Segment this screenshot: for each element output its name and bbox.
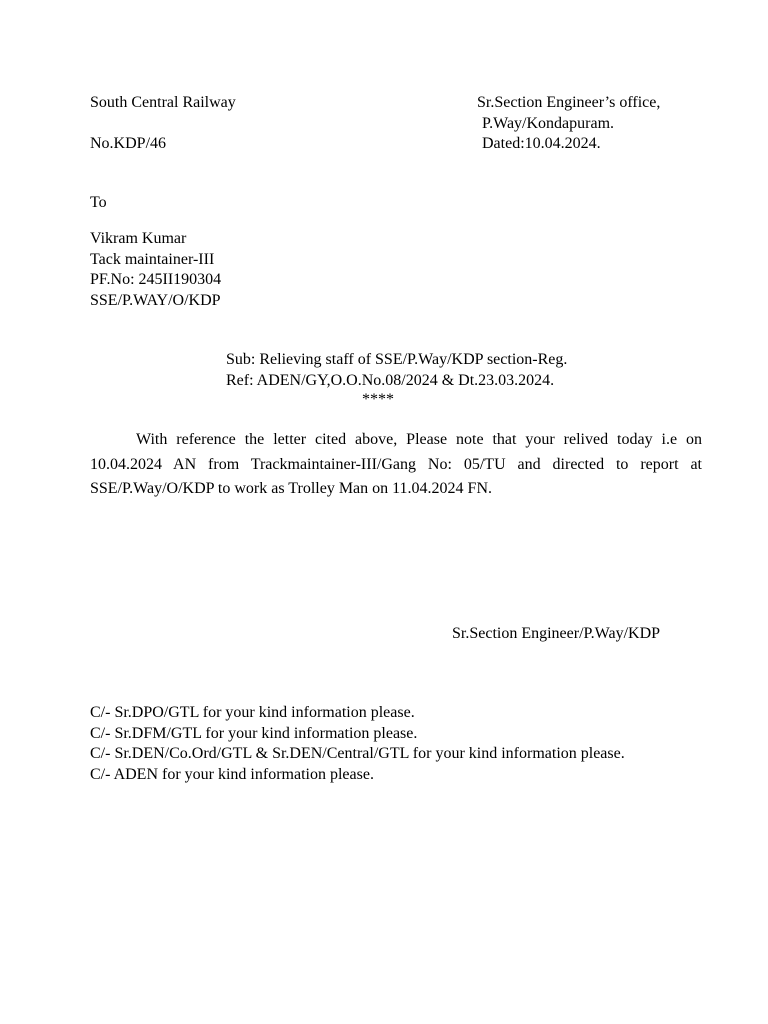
- separator-stars: ****: [362, 391, 394, 408]
- addressee-block: [90, 229, 221, 311]
- copy-to-item: C/- Sr.DFM/GTL for your kind information please.: [90, 724, 418, 742]
- reference-line: Ref: ADEN/GY,O.O.No.08/2024 & Dt.23.03.2024.: [226, 372, 555, 389]
- copy-to-list: [90, 703, 625, 785]
- signature-designation: Sr.Section Engineer/P.Way/KDP: [452, 625, 661, 642]
- body-paragraph: [90, 428, 702, 502]
- addressee-name: Vikram Kumar: [90, 230, 187, 247]
- subject-line: Sub: Relieving staff of SSE/P.Way/KDP section-Reg.: [226, 351, 568, 368]
- addressee-pf-number: PF.No: 245II190304: [90, 271, 222, 288]
- to-label: To: [90, 194, 107, 211]
- office-line-2: P.Way/Kondapuram.: [482, 115, 615, 132]
- copy-to-item: C/- Sr.DPO/GTL for your kind information please.: [90, 704, 415, 721]
- addressee-unit: SSE/P.WAY/O/KDP: [90, 291, 221, 309]
- copy-to-item: C/- Sr.DEN/Co.Ord/GTL & Sr.DEN/Central/GTL for your kind information please.: [90, 745, 625, 762]
- organization-name: South Central Railway: [90, 94, 236, 111]
- office-line-1: Sr.Section Engineer’s office,: [477, 94, 661, 111]
- copy-to-item: C/- ADEN for your kind information please.: [90, 765, 374, 783]
- body-text: With reference the letter cited above, Please note that your relived today i.e on 10.04.2024 AN from Trackmaintainer-III/Gang No: 05/TU and directed to report at SSE/P.Way/O/KDP to work as Trolley Man on 11.04.2024 FN.: [90, 431, 702, 497]
- reference-number: No.KDP/46: [90, 135, 167, 152]
- letter-date: Dated:10.04.2024.: [482, 135, 601, 152]
- addressee-designation: Tack maintainer-III: [90, 250, 215, 268]
